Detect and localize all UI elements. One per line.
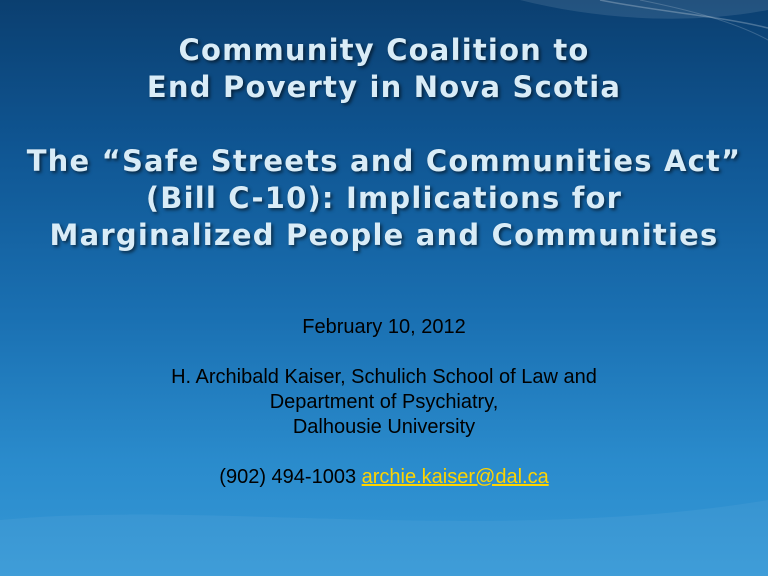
author-line-3: Dalhousie University [292, 416, 476, 438]
presentation-date: February 10, 2012 [302, 316, 466, 338]
body-spacer-2 [0, 440, 768, 465]
phone-number: (902) 494-1003 [219, 466, 357, 488]
slide-title [0, 32, 768, 254]
title-line-3: The “Safe Streets and Communities Act” [26, 144, 742, 178]
email-link[interactable]: archie.kaiser@dal.ca [361, 466, 549, 488]
title-line-4: (Bill C-10): Implications for [145, 181, 623, 215]
title-line-5: Marginalized People and Communities [49, 218, 719, 252]
author-line-1: H. Archibald Kaiser, Schulich School of Law and [171, 366, 597, 388]
slide-body [0, 315, 768, 490]
title-spacer [0, 106, 768, 143]
title-line-1: Community Coalition to [178, 33, 590, 67]
author-line-2: Department of Psychiatry, [269, 391, 499, 413]
contact-line [0, 465, 768, 490]
body-spacer-1 [0, 340, 768, 365]
title-line-2: End Poverty in Nova Scotia [146, 70, 622, 104]
